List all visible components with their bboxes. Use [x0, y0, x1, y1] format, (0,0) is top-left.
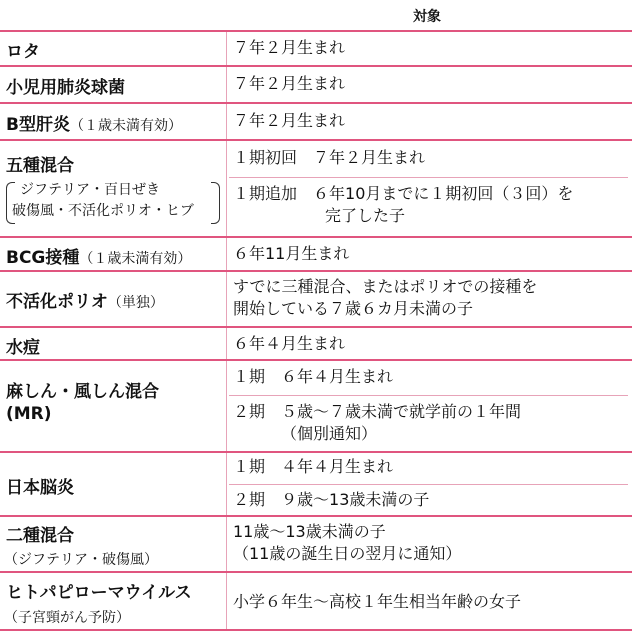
vaccine-sub: （ジフテリア・破傷風）	[4, 552, 158, 568]
sub-divider	[229, 177, 628, 178]
target-text-cont: （11歳の誕生日の翌月に通知）	[233, 544, 462, 563]
vaccine-name: 五種混合	[6, 156, 74, 176]
vaccine-sub1: ジフテリア・百日ぜき	[20, 182, 160, 198]
vaccine-sub: （子宮頸がん予防）	[4, 610, 130, 626]
target-text: ６年11月生まれ	[233, 244, 350, 263]
column-divider	[226, 141, 227, 236]
column-divider	[226, 67, 227, 102]
vaccine-note: （単独）	[107, 295, 164, 311]
table-row-hpv	[0, 571, 632, 631]
target-text: ６年４月生まれ	[233, 334, 346, 353]
table-row-two-in-one	[0, 515, 632, 571]
column-divider	[226, 517, 227, 571]
table-row-rota	[0, 30, 632, 65]
table-row-hepatitis-b	[0, 102, 632, 139]
vaccine-name: 麻しん・風しん混合	[6, 382, 159, 402]
target-text: ７年２月生まれ	[233, 74, 346, 93]
vaccine-name-cont: (MR)	[6, 404, 52, 424]
bracket-left	[6, 182, 15, 224]
target-text: ７年２月生まれ	[233, 38, 346, 57]
sub-target-row	[233, 183, 628, 227]
vaccine-name: ヒトパピローマウイルス	[6, 583, 192, 603]
target-text: ９歳～13歳未満の子	[281, 490, 430, 509]
vaccine-note: （１歳未満有効）	[79, 251, 192, 267]
target-column-header: 対象	[413, 9, 441, 25]
table-row-polio	[0, 270, 632, 326]
sub-target-row	[233, 366, 628, 388]
period-label: １期追加	[233, 184, 298, 203]
target-text: ６年10月までに１期初回（３回）を	[313, 184, 574, 203]
target-text-cont: 開始している７歳６カ月未満の子	[233, 299, 474, 318]
vaccine-name: ロタ	[6, 42, 40, 62]
table-row-mr	[0, 359, 632, 451]
target-text: ４年４月生まれ	[281, 457, 394, 476]
vaccine-name: 不活化ポリオ	[6, 292, 108, 312]
column-divider	[226, 272, 227, 326]
sub-target-row	[233, 456, 628, 478]
vaccine-name: 水痘	[6, 338, 40, 358]
period-label: ２期	[233, 490, 266, 509]
table-row-pneumococcal	[0, 65, 632, 102]
target-text: ７年２月生まれ	[233, 111, 346, 130]
target-text-cont: （個別通知）	[281, 424, 378, 443]
column-divider	[226, 328, 227, 359]
sub-target-row	[233, 401, 628, 445]
period-label: １期初回	[233, 148, 298, 167]
column-divider	[226, 573, 227, 629]
column-divider	[226, 453, 227, 515]
target-text: ６年４月生まれ	[281, 367, 394, 386]
vaccine-name: 日本脳炎	[6, 478, 74, 498]
vaccine-note: （１歳未満有効）	[69, 118, 182, 134]
target-text: すでに三種混合、またはポリオでの接種を	[233, 277, 538, 296]
column-divider	[226, 104, 227, 139]
table-row-japanese-encephalitis	[0, 451, 632, 515]
vaccine-name: B型肝炎	[6, 115, 70, 135]
vaccine-name: BCG接種	[6, 248, 80, 268]
column-divider	[226, 32, 227, 65]
sub-target-row	[233, 489, 628, 511]
sub-target-row	[233, 147, 628, 169]
target-text: ７年２月生まれ	[313, 148, 426, 167]
target-text: 小学６年生～高校１年生相当年齢の女子	[233, 592, 522, 611]
target-text: ５歳～７歳未満で就学前の１年間	[281, 402, 522, 421]
period-label: ２期	[233, 402, 266, 421]
table-row-five-in-one	[0, 139, 632, 236]
bracket-right	[211, 182, 220, 224]
table-row-varicella	[0, 326, 632, 359]
sub-divider	[229, 395, 628, 396]
target-text: 11歳～13歳未満の子	[233, 522, 386, 541]
table-row-bcg	[0, 236, 632, 270]
period-label: １期	[233, 457, 266, 476]
period-label: １期	[233, 367, 266, 386]
column-divider	[226, 238, 227, 270]
target-text-cont: 完了した子	[325, 206, 406, 225]
vaccine-name: 二種混合	[6, 526, 74, 546]
sub-divider	[229, 484, 628, 485]
vaccine-sub2: 破傷風・不活化ポリオ・ヒブ	[12, 203, 194, 219]
vaccine-name: 小児用肺炎球菌	[6, 78, 125, 98]
table-header	[0, 0, 632, 30]
column-divider	[226, 361, 227, 451]
